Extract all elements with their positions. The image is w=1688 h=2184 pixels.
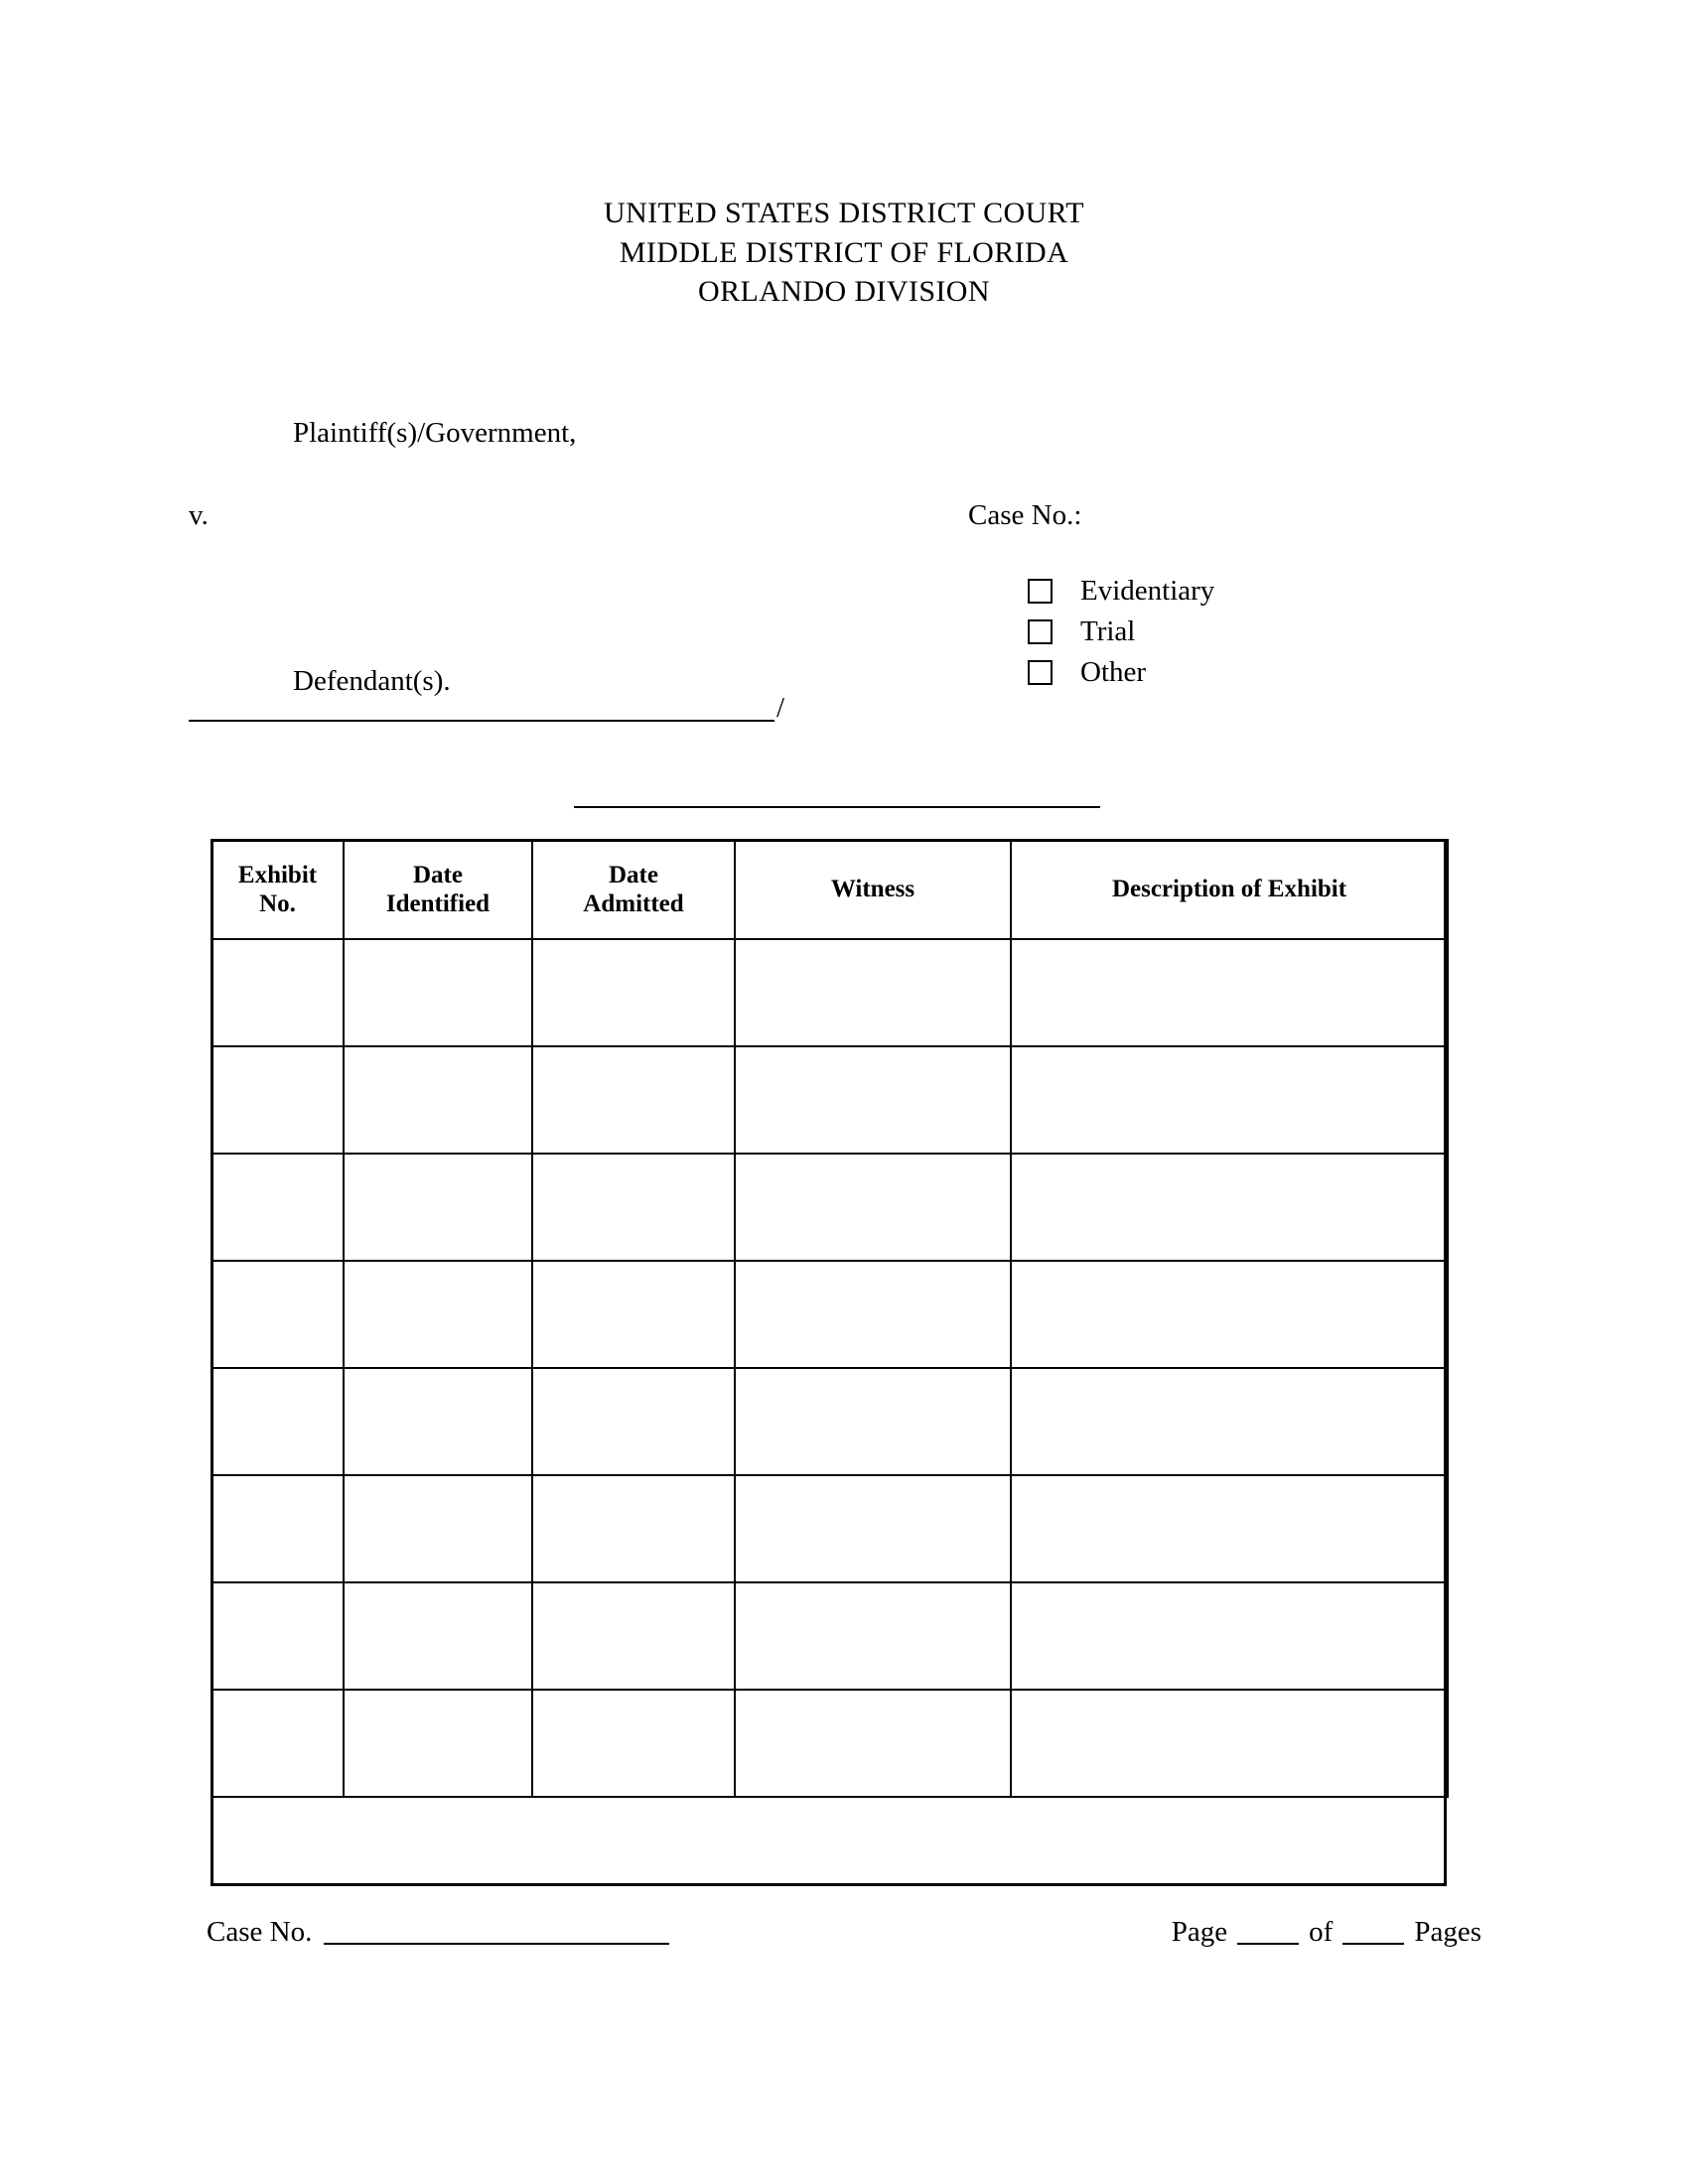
cell-exhibit-no[interactable] [211,1368,344,1475]
checkbox-label-trial: Trial [1080,614,1136,647]
versus-label: v. [189,499,209,531]
document-title-blank-rule[interactable] [574,806,1100,808]
cell-witness[interactable] [735,939,1011,1046]
table-row[interactable] [211,1475,1448,1582]
cell-exhibit-no[interactable] [211,1582,344,1690]
cell-witness[interactable] [735,1582,1011,1690]
cell-date-identified[interactable] [344,1582,532,1690]
case-caption [189,417,1499,735]
cell-description[interactable] [1011,1368,1448,1475]
caption-slash: / [776,692,785,724]
court-name-line-2: MIDDLE DISTRICT OF FLORIDA [619,235,1069,269]
cell-description[interactable] [1011,1154,1448,1261]
checkbox-label-evidentiary: Evidentiary [1080,574,1215,607]
cell-date-identified[interactable] [344,1046,532,1154]
column-header-line: Exhibit [237,861,318,888]
column-header-witness [735,840,1011,939]
checkbox-label-other: Other [1080,655,1147,688]
court-name-line-3: ORLANDO DIVISION [698,275,990,309]
cell-description[interactable] [1011,1475,1448,1582]
table-row[interactable] [211,1154,1448,1261]
cell-date-admitted[interactable] [532,1690,735,1797]
checkbox-other[interactable] [1028,660,1053,685]
column-header-line: Witness [830,876,915,903]
proceeding-type-group [1028,571,1214,693]
exhibit-table-header [211,840,1448,939]
column-header-date-identified [344,840,532,939]
footer-page-blank[interactable] [1237,1943,1299,1945]
cell-date-identified[interactable] [344,1261,532,1368]
court-name-line-1: UNITED STATES DISTRICT COURT [604,197,1084,229]
cell-description[interactable] [1011,1690,1448,1797]
cell-date-admitted[interactable] [532,1368,735,1475]
footer-of-label: of [1309,1916,1334,1948]
table-row[interactable] [211,939,1448,1046]
cell-date-identified[interactable] [344,939,532,1046]
cell-witness[interactable] [735,1690,1011,1797]
table-row[interactable] [211,1046,1448,1154]
cell-description[interactable] [1011,939,1448,1046]
column-header-exhibit-no [211,840,344,939]
table-row[interactable] [211,1261,1448,1368]
column-header-line: Date [413,861,463,888]
table-row[interactable] [211,1690,1448,1797]
column-header-line: Admitted [583,890,684,917]
exhibit-table-body [211,939,1448,1797]
cell-date-admitted[interactable] [532,939,735,1046]
cell-description[interactable] [1011,1582,1448,1690]
table-header-row [211,840,1448,939]
cell-date-admitted[interactable] [532,1582,735,1690]
column-header-line: No. [259,890,296,917]
column-header-description [1011,840,1448,939]
table-row[interactable] [211,1368,1448,1475]
cell-date-identified[interactable] [344,1368,532,1475]
proceeding-type-row[interactable] [1028,612,1214,651]
cell-witness[interactable] [735,1368,1011,1475]
table-row[interactable] [211,1582,1448,1690]
cell-exhibit-no[interactable] [211,1690,344,1797]
cell-date-admitted[interactable] [532,1261,735,1368]
defendant-label: Defendant(s). [293,665,451,697]
column-header-line: Description of Exhibit [1111,876,1347,903]
exhibit-list-table [211,839,1449,1798]
cell-witness[interactable] [735,1046,1011,1154]
cell-description[interactable] [1011,1261,1448,1368]
cell-witness[interactable] [735,1154,1011,1261]
cell-witness[interactable] [735,1475,1011,1582]
cell-exhibit-no[interactable] [211,1261,344,1368]
cell-date-identified[interactable] [344,1154,532,1261]
proceeding-type-row[interactable] [1028,652,1214,692]
page-footer [0,1916,1688,1976]
court-header [0,194,1688,312]
cell-exhibit-no[interactable] [211,939,344,1046]
cell-witness[interactable] [735,1261,1011,1368]
footer-pages-label: Pages [1414,1916,1481,1948]
cell-date-identified[interactable] [344,1475,532,1582]
footer-page-label: Page [1171,1916,1228,1948]
checkbox-trial[interactable] [1028,619,1053,644]
column-header-line: Identified [385,890,491,917]
proceeding-type-row[interactable] [1028,571,1214,611]
cell-exhibit-no[interactable] [211,1475,344,1582]
plaintiff-label: Plaintiff(s)/Government, [293,417,577,449]
cell-date-identified[interactable] [344,1690,532,1797]
footer-case-label: Case No. [207,1916,313,1948]
cell-exhibit-no[interactable] [211,1154,344,1261]
footer-total-pages-blank[interactable] [1342,1943,1404,1945]
case-number-label[interactable]: Case No.: [968,499,1082,531]
column-header-line: Date [609,861,658,888]
caption-divider-rule [189,720,774,722]
column-header-date-admitted [532,840,735,939]
checkbox-evidentiary[interactable] [1028,579,1053,604]
footer-page-numbering[interactable] [1172,1916,1481,1949]
footer-case-blank[interactable] [324,1943,669,1945]
cell-exhibit-no[interactable] [211,1046,344,1154]
cell-date-admitted[interactable] [532,1046,735,1154]
cell-description[interactable] [1011,1046,1448,1154]
cell-date-admitted[interactable] [532,1475,735,1582]
cell-date-admitted[interactable] [532,1154,735,1261]
footer-case-number[interactable] [207,1916,669,1949]
